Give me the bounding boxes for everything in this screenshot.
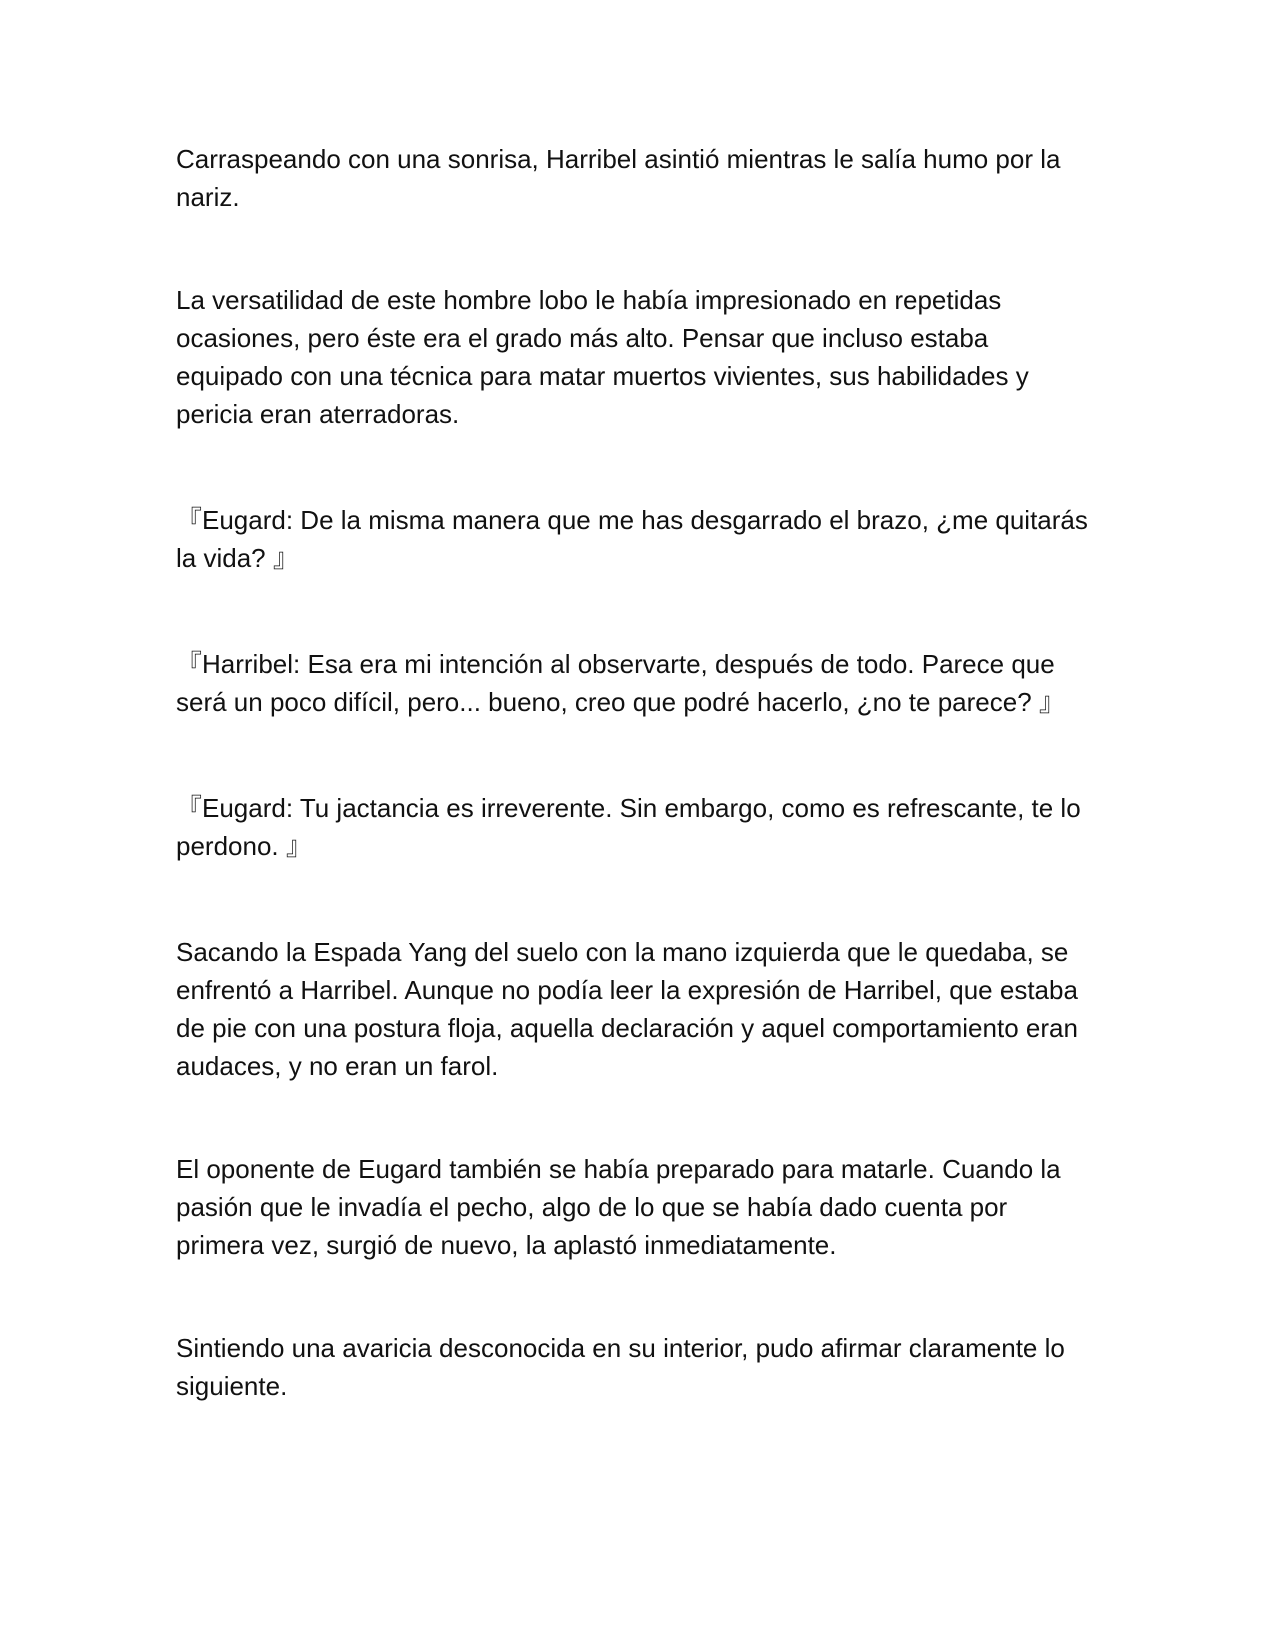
dialogue-eugard-2: 『Eugard: Tu jactancia es irreverente. Sin embargo, como es refrescante, te lo perdono. 』 [176, 793, 1081, 861]
paragraph-6: Sacando la Espada Yang del suelo con la mano izquierda que le quedaba, se enfrentó a Harribel. Aunque no podía leer la expresión de Harribel, que estaba de pie con una postura floja, aquella declaración y aquel comportamiento eran audaces, y no eran un farol. [176, 937, 1078, 1081]
paragraph-8: Sintiendo una avaricia desconocida en su interior, pudo afirmar claramente lo siguiente. [176, 1333, 1065, 1401]
paragraph-7: El oponente de Eugard también se había preparado para matarle. Cuando la pasión que le invadía el pecho, algo de lo que se había dado cuenta por primera vez, surgió de nuevo, la aplastó inmediatamente. [176, 1154, 1061, 1260]
paragraph-1: Carraspeando con una sonrisa, Harribel asintió mientras le salía humo por la nariz. [176, 144, 1061, 212]
document-body [176, 140, 1096, 1405]
dialogue-harribel-1: 『Harribel: Esa era mi intención al observarte, después de todo. Parece que será un poco difícil, pero... bueno, creo que podré hacerlo, ¿no te parece? 』 [176, 649, 1065, 717]
dialogue-eugard-1: 『Eugard: De la misma manera que me has desgarrado el brazo, ¿me quitarás la vida? 』 [176, 505, 1088, 573]
paragraph-2: La versatilidad de este hombre lobo le había impresionado en repetidas ocasiones, pero éste era el grado más alto. Pensar que incluso estaba equipado con una técnica para matar muertos vivientes, sus habilidades y pericia eran aterradoras. [176, 285, 1029, 429]
